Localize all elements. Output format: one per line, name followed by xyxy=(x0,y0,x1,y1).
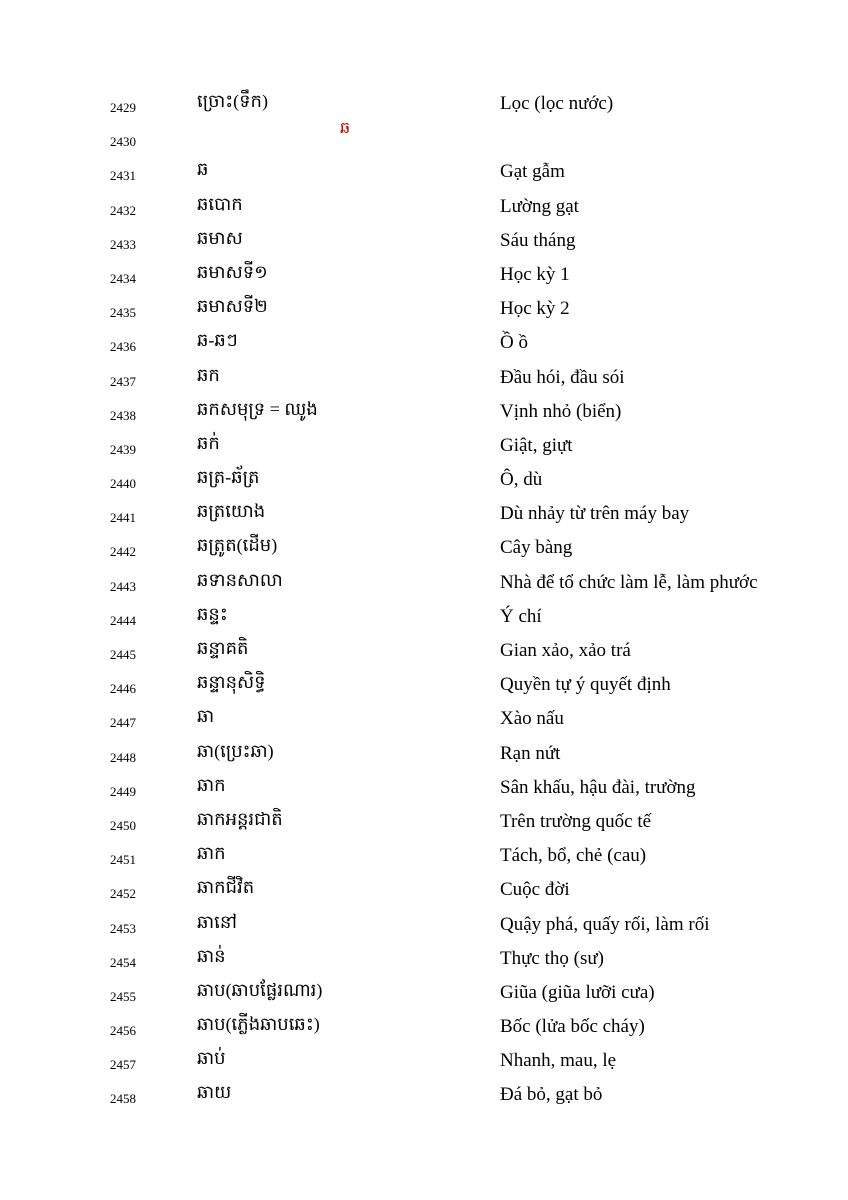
khmer-term: ឆ-ឆៗ xyxy=(197,330,238,351)
entry-number: 2434 xyxy=(110,270,136,286)
entry-row xyxy=(0,530,848,564)
khmer-term: ឆន្ទះ xyxy=(197,603,228,624)
vietnamese-translation: Cây bàng xyxy=(500,537,573,559)
khmer-term: ឆបោក xyxy=(197,193,243,214)
khmer-term: ឆមាសទី២ xyxy=(197,296,268,317)
entry-row xyxy=(0,838,848,872)
vietnamese-translation: Quậy phá, quấy rối, làm rối xyxy=(500,913,710,935)
entry-row xyxy=(0,325,848,359)
vietnamese-translation: Nhà để tổ chức làm lễ, làm phước xyxy=(500,571,758,593)
entry-row xyxy=(0,462,848,496)
vietnamese-translation: Dù nhảy từ trên máy bay xyxy=(500,503,690,525)
section-heading-row xyxy=(0,120,848,154)
entry-number: 2439 xyxy=(110,441,136,457)
entry-row xyxy=(0,86,848,120)
entry-row xyxy=(0,257,848,291)
khmer-term: ឆកសមុទ្រ = ឈូង xyxy=(197,398,318,419)
khmer-term: ឆក់ xyxy=(197,432,220,453)
entry-number: 2437 xyxy=(110,373,136,389)
khmer-term: ឆាកជីវិត xyxy=(197,877,255,898)
section-letter-heading: ឆ xyxy=(340,120,351,138)
khmer-term: ឆាប(ឆាបផ្លែរណារ) xyxy=(197,979,323,1000)
entry-row xyxy=(0,701,848,735)
vietnamese-translation: Gian xảo, xảo trá xyxy=(500,640,631,661)
entry-row xyxy=(0,736,848,770)
entry-number: 2436 xyxy=(110,339,136,355)
khmer-term: ឆ xyxy=(197,159,209,180)
entry-number: 2451 xyxy=(110,852,136,868)
khmer-term: ឆា xyxy=(197,706,215,727)
khmer-term: ឆាប់ xyxy=(197,1048,226,1069)
vietnamese-translation: Thực thọ (sư) xyxy=(500,947,604,969)
khmer-term: ឆានៅ xyxy=(197,911,237,932)
vietnamese-translation: Ồ ồ xyxy=(500,332,528,354)
vietnamese-translation: Bốc (lửa bốc cháy) xyxy=(500,1016,645,1038)
entry-row xyxy=(0,291,848,325)
khmer-term: ឆមាសទី១ xyxy=(197,261,268,282)
entry-number: 2445 xyxy=(110,647,136,662)
entry-number: 2442 xyxy=(110,544,136,560)
vietnamese-translation: Cuộc đời xyxy=(500,879,570,901)
entry-row xyxy=(0,872,848,906)
vietnamese-translation: Giật, giựt xyxy=(500,434,573,456)
entry-row xyxy=(0,1077,848,1111)
vietnamese-translation: Tách, bổ, chẻ (cau) xyxy=(500,845,647,867)
entry-number: 2454 xyxy=(110,954,136,970)
khmer-term: ឆាន់ xyxy=(197,945,226,966)
entry-number: 2453 xyxy=(110,920,136,936)
entry-number: 2446 xyxy=(110,681,136,697)
entry-number: 2435 xyxy=(110,305,136,321)
entry-row xyxy=(0,907,848,941)
vietnamese-translation: Học kỳ 1 xyxy=(500,263,570,285)
entry-number: 2432 xyxy=(110,202,136,218)
entry-number: 2449 xyxy=(110,783,136,799)
vietnamese-translation: Nhanh, mau, lẹ xyxy=(500,1050,617,1072)
vietnamese-translation: Giũa (giũa lưỡi cưa) xyxy=(500,981,655,1003)
entry-number: 2440 xyxy=(110,476,136,492)
entry-number: 2448 xyxy=(110,749,136,765)
entry-number: 2431 xyxy=(110,168,136,184)
vietnamese-translation: Xào nấu xyxy=(500,708,564,730)
entry-number: 2452 xyxy=(110,886,136,902)
entry-number: 2450 xyxy=(110,817,136,833)
entry-row xyxy=(0,496,848,530)
entry-row xyxy=(0,975,848,1009)
entry-row xyxy=(0,189,848,223)
khmer-term: ឆត្រយោង xyxy=(197,501,266,522)
vietnamese-translation: Sáu tháng xyxy=(500,229,576,251)
khmer-term: ឆាប(ភ្លើងឆាបឆេះ) xyxy=(197,1014,320,1035)
entry-row xyxy=(0,360,848,394)
vietnamese-translation: Lọc (lọc nước) xyxy=(500,93,614,114)
vietnamese-translation: Gạt gẫm xyxy=(500,161,565,183)
vietnamese-translation: Rạn nứt xyxy=(500,742,561,764)
entry-number: 2455 xyxy=(110,988,136,1004)
vietnamese-translation: Sân khấu, hậu đài, trường xyxy=(500,776,696,798)
khmer-term: ឆក xyxy=(197,364,220,385)
entry-row xyxy=(0,154,848,188)
vietnamese-translation: Học kỳ 2 xyxy=(500,298,570,320)
khmer-term: ឆា(ប្រេះឆា) xyxy=(197,740,274,761)
vietnamese-translation: Ý chí xyxy=(500,605,542,627)
entry-row xyxy=(0,428,848,462)
khmer-term: ឆាកអន្តរជាតិ xyxy=(197,808,283,829)
entry-number: 2429 xyxy=(110,100,136,115)
vietnamese-translation: Vịnh nhỏ (biển) xyxy=(500,400,622,422)
entry-number: 2447 xyxy=(110,715,136,731)
vietnamese-translation: Đầu hói, đầu sói xyxy=(500,366,625,388)
vietnamese-translation: Trên trường quốc tế xyxy=(500,810,652,832)
entry-row xyxy=(0,804,848,838)
entry-number: 2430 xyxy=(110,134,136,150)
entry-row xyxy=(0,667,848,701)
entry-row xyxy=(0,565,848,599)
vietnamese-translation: Quyền tự ý quyết định xyxy=(500,674,671,696)
entry-number: 2456 xyxy=(110,1023,136,1039)
khmer-term: ឆទានសាលា xyxy=(197,569,283,590)
vietnamese-translation: Đá bỏ, gạt bỏ xyxy=(500,1084,603,1106)
entry-number: 2458 xyxy=(110,1091,136,1107)
entry-row xyxy=(0,394,848,428)
entry-row xyxy=(0,941,848,975)
khmer-term: ឆន្ទាគតិ xyxy=(197,638,249,658)
khmer-term: ឆត្រ-ឆ័ត្រ xyxy=(197,467,260,488)
entry-number: 2443 xyxy=(110,578,136,594)
vietnamese-translation: Ô, dù xyxy=(500,469,543,491)
khmer-term: ឆន្ទានុសិទ្ធិ xyxy=(197,672,266,693)
entry-number: 2441 xyxy=(110,510,136,526)
entry-list xyxy=(0,86,848,1112)
khmer-term: ឆត្រូត(ដើម) xyxy=(197,535,278,556)
entry-number: 2444 xyxy=(110,612,136,628)
entry-number: 2457 xyxy=(110,1057,136,1073)
entry-number: 2433 xyxy=(110,236,136,252)
entry-row xyxy=(0,1043,848,1077)
khmer-term: ឆាក xyxy=(197,843,226,864)
entry-number: 2438 xyxy=(110,407,136,423)
khmer-term: ឆាក xyxy=(197,774,226,795)
khmer-term: ឆមាស xyxy=(197,227,243,248)
khmer-term: ច្រោះ(ទឹក) xyxy=(197,91,268,111)
vietnamese-translation: Lường gạt xyxy=(500,195,579,217)
entry-row xyxy=(0,633,848,667)
entry-row xyxy=(0,1009,848,1043)
entry-row xyxy=(0,599,848,633)
entry-row xyxy=(0,223,848,257)
khmer-term: ឆាយ xyxy=(197,1082,232,1103)
entry-row xyxy=(0,770,848,804)
